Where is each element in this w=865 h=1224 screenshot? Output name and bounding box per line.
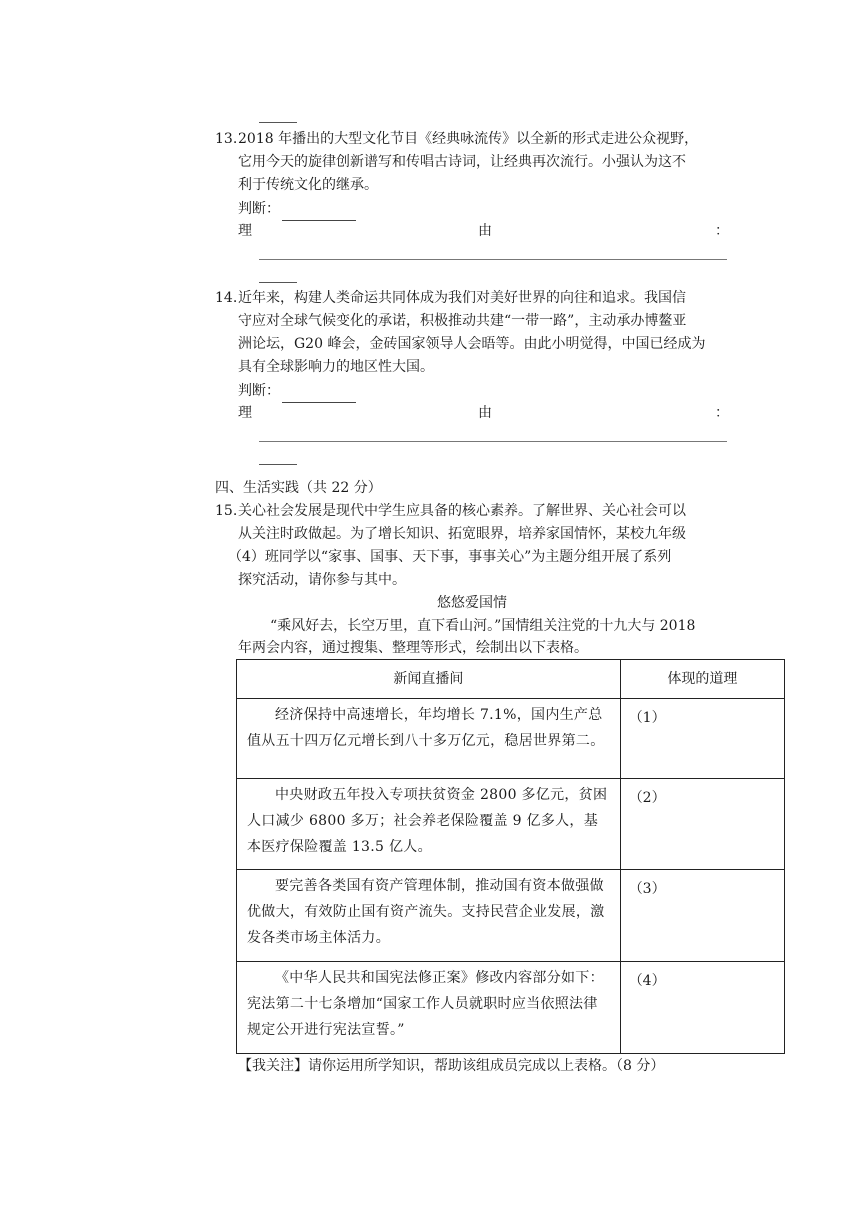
answer-cell[interactable] xyxy=(620,699,784,779)
table-row xyxy=(237,962,785,1054)
question-text-line: 具有全球影响力的地区性大国。 xyxy=(238,359,434,375)
judgment-label: 判断： xyxy=(238,201,280,217)
reason-answer-line[interactable] xyxy=(259,441,727,442)
news-text: 中央财政五年投入专项扶贫资金 2800 多亿元，贫困人口减少 6800 多万；社会养老保险覆盖 9 亿多人，基本医疗保险覆盖 13.5 亿人。 xyxy=(247,787,608,855)
answer-number: （3） xyxy=(628,881,666,897)
section-heading: 四、生活实践（共 22 分） xyxy=(215,480,382,496)
question-text-line: 利于传统文化的继承。 xyxy=(238,177,378,193)
news-cell xyxy=(237,699,621,779)
question-text-line: 关心社会发展是现代中学生应具备的核心素养。了解世界、关心社会可以 xyxy=(238,503,686,519)
reason-label-char: 由 xyxy=(478,223,492,239)
news-cell xyxy=(237,962,621,1054)
question-number: 15. xyxy=(215,503,238,519)
news-text: 《中华人民共和国宪法修正案》修改内容部分如下：宪法第二十七条增加“国家工作人员就职时应当依照法律规定公开进行宪法宣誓。” xyxy=(247,970,604,1038)
reason-answer-line[interactable] xyxy=(259,259,727,260)
table-row xyxy=(237,779,785,870)
answer-number: （2） xyxy=(628,790,666,806)
intro-text-line: 年两会内容，通过搜集、整理等形式，绘制出以下表格。 xyxy=(238,640,588,656)
question-number: 14. xyxy=(215,290,238,306)
news-cell xyxy=(237,870,621,962)
question-text-line: 洲论坛，G20 峰会，金砖国家领导人会晤等。由此小明觉得，中国已经成为 xyxy=(238,336,706,352)
answer-number: （1） xyxy=(628,710,666,726)
answer-line-tail xyxy=(259,122,297,123)
table-row xyxy=(237,699,785,779)
answer-cell[interactable] xyxy=(620,779,784,870)
reason-label-char: 理 xyxy=(238,223,252,239)
table-header-news: 新闻直播间 xyxy=(237,660,621,699)
answer-number: （4） xyxy=(628,973,666,989)
task-instruction: 【我关注】请你运用所学知识，帮助该组成员完成以上表格。（8 分） xyxy=(238,1058,665,1074)
question-text-line: 近年来，构建人类命运共同体成为我们对美好世界的向往和追求。我国信 xyxy=(238,290,686,306)
question-text-line: 守应对全球气候变化的承诺，积极推动共建“一带一路”，主动承办博鳌亚 xyxy=(238,313,687,329)
table-header-principle: 体现的道理 xyxy=(620,660,784,699)
question-text-line: 2018 年播出的大型文化节目《经典咏流传》以全新的形式走进公众视野， xyxy=(238,131,699,147)
intro-text-line: “乘风好去，长空万里，直下看山河。”国情组关注党的十九大与 2018 xyxy=(270,618,696,634)
judgment-blank[interactable] xyxy=(282,205,356,221)
reason-answer-line-end[interactable] xyxy=(259,282,297,283)
table-header-row xyxy=(237,660,785,699)
answer-cell[interactable] xyxy=(620,962,784,1054)
news-cell xyxy=(237,779,621,870)
judgment-row xyxy=(238,198,356,221)
news-table xyxy=(236,659,785,1054)
judgment-row xyxy=(238,380,356,403)
judgment-label: 判断： xyxy=(238,383,280,399)
answer-cell[interactable] xyxy=(620,870,784,962)
table-row xyxy=(237,870,785,962)
reason-label-char: 由 xyxy=(478,405,492,421)
question-text-line: 探究活动，请你参与其中。 xyxy=(238,572,406,588)
news-text: 要完善各类国有资产管理体制，推动国有资本做强做优做大，有效防止国有资产流失。支持民营企业发展，激发各类市场主体活力。 xyxy=(247,878,605,946)
news-text: 经济保持中高速增长，年均增长 7.1%，国内生产总值从五十四万亿元增长到八十多万亿元，稳居世界第二。 xyxy=(247,707,605,749)
reason-label-char: ： xyxy=(715,223,729,239)
question-text-line: （4）班同学以“家事、国事、天下事，事事关心”为主题分组开展了系列 xyxy=(228,549,672,565)
section-subtitle: 悠悠爱国情 xyxy=(437,595,507,611)
reason-label-char: 理 xyxy=(238,405,252,421)
question-number: 13. xyxy=(215,131,238,147)
reason-answer-line-end[interactable] xyxy=(259,464,297,465)
judgment-blank[interactable] xyxy=(282,387,356,403)
reason-label-char: ： xyxy=(715,405,729,421)
question-text-line: 它用今天的旋律创新谱写和传唱古诗词，让经典再次流行。小强认为这不 xyxy=(238,154,686,170)
question-text-line: 从关注时政做起。为了增长知识、拓宽眼界，培养家国情怀，某校九年级 xyxy=(238,526,686,542)
